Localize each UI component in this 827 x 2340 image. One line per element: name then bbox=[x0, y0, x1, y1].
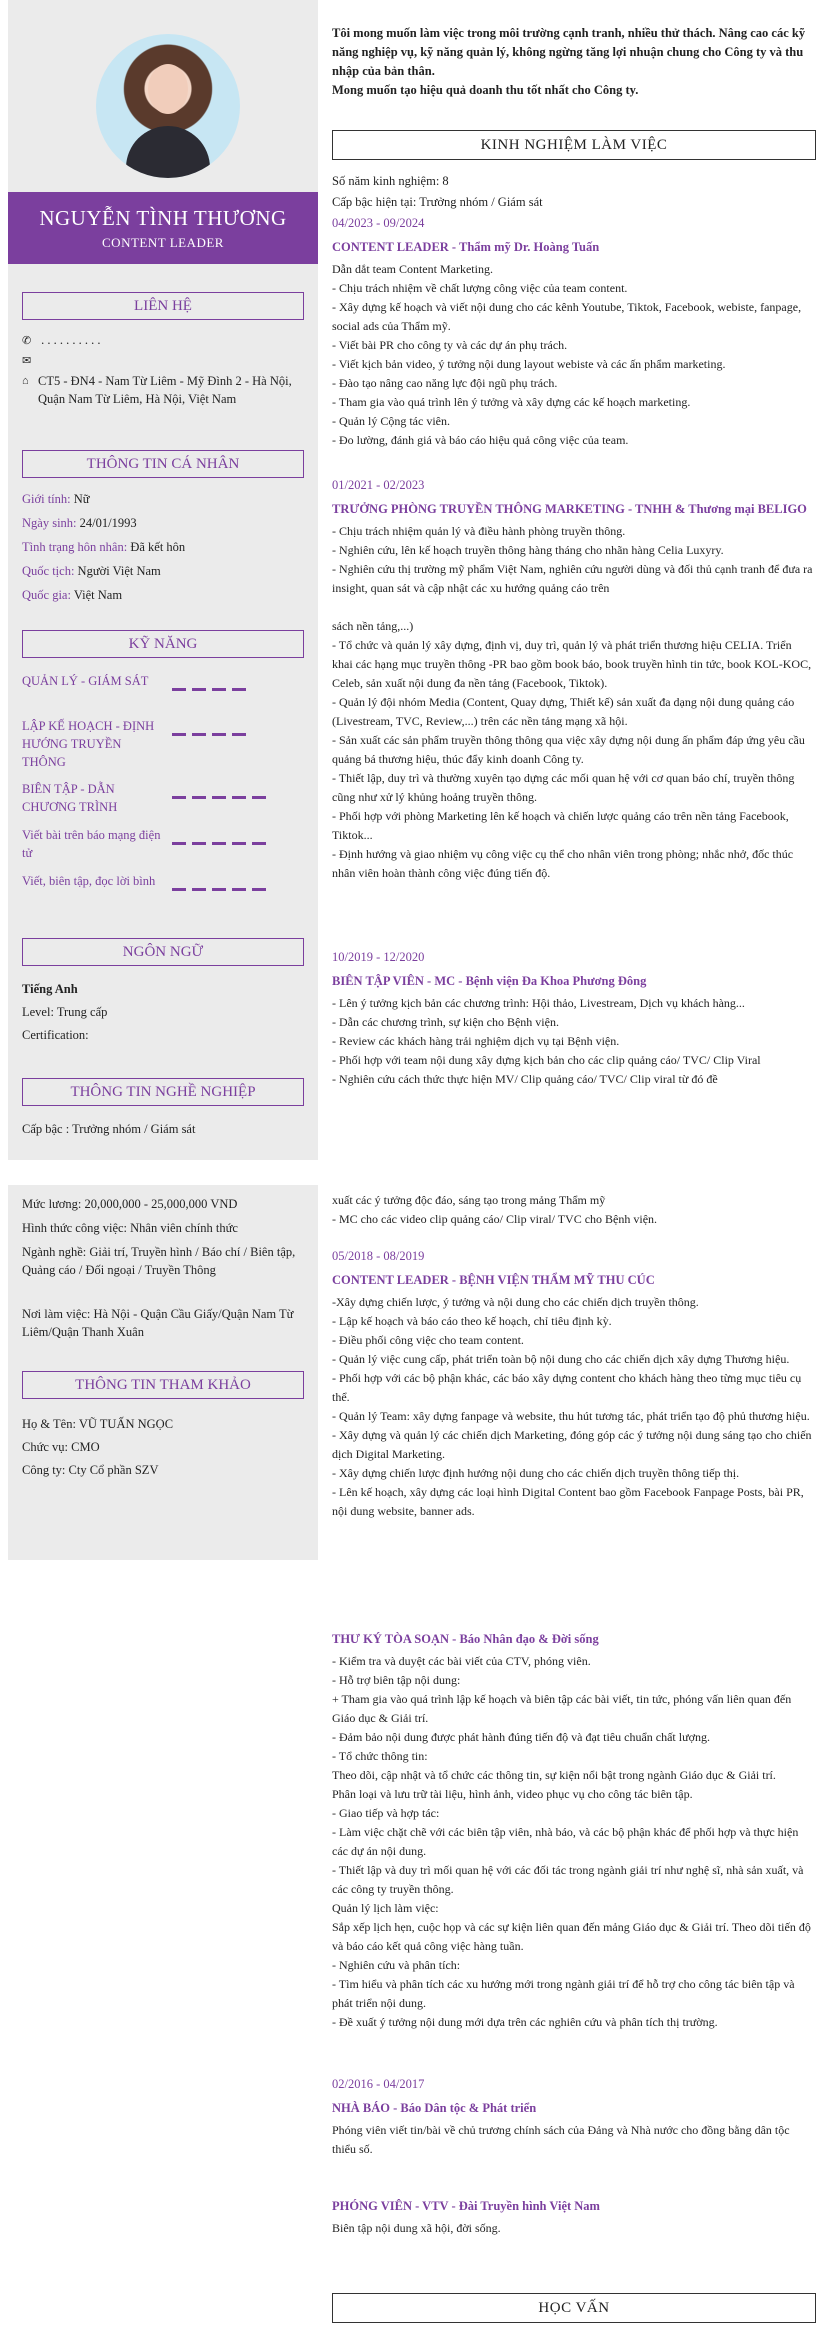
job-title: CONTENT LEADER - Thẩm mỹ Dr. Hoàng Tuấn bbox=[332, 240, 600, 254]
career-salary: Mức lương: 20,000,000 - 25,000,000 VND bbox=[22, 1197, 238, 1211]
job-description: -Xây dựng chiến lược, ý tưởng và nội dung cho các chiến dịch truyền thông. - Lập kế hoạch và báo cáo theo kế hoạch, chỉ tiêu định kỳ. - Điều phối công việc cho team content. - Quản lý việc cung cấp, phát triển toàn bộ nội dung cho các chiến dịch xây dựng Thương hiệu. - Phối hợp với các bộ phận khác, các báo xây dựng content cho khách hàng theo từng mục tiêu cụ thể. - Quản lý Team: xây dựng fanpage và website, thu hút tương tác, phát triển tạo độ phủ thương hiệu. - Xây dựng và quản lý các chiến dịch Marketing, đóng góp các ý tưởng nội dung sáng tạo cho chiến dịch Digital Marketing. - Xây dựng chiến lược định hướng nội dung cho các chiến dịch truyền thông tiếp thị. - Lên kế hoạch, xây dựng các loại hình Digital Content bao gồm Facebook Fanpage Posts, bài PR, nội dung website, banner ads. bbox=[332, 1295, 812, 1518]
skill-dash bbox=[192, 888, 206, 891]
job-entry bbox=[332, 1630, 814, 2032]
skill-dash bbox=[232, 888, 246, 891]
job-entry bbox=[332, 2197, 814, 2238]
skill-dash bbox=[172, 842, 186, 845]
languages-section-title: NGÔN NGỮ bbox=[22, 938, 304, 966]
career-rank: Cấp bậc : Trưởng nhóm / Giám sát bbox=[22, 1122, 196, 1136]
skill-dash bbox=[212, 796, 226, 799]
page-2 bbox=[0, 1185, 827, 2340]
skill-item: LẬP KẾ HOẠCH - ĐỊNH HƯỚNG TRUYỀN THÔNG bbox=[22, 717, 312, 775]
personal-section-title: THÔNG TIN CÁ NHÂN bbox=[22, 450, 304, 478]
home-icon: ⌂ bbox=[22, 375, 29, 387]
education-section-title: HỌC VẤN bbox=[332, 2293, 816, 2323]
job-title: CONTENT LEADER - BỆNH VIỆN THẨM MỸ THU CÚC bbox=[332, 1273, 655, 1287]
sidebar-continued bbox=[8, 1185, 318, 1560]
skill-dash bbox=[172, 796, 186, 799]
skill-dash bbox=[252, 888, 266, 891]
job-date: 02/2016 - 04/2017 bbox=[332, 2077, 425, 2091]
address-row bbox=[22, 372, 307, 408]
skill-dash bbox=[192, 842, 206, 845]
email-icon: ✉ bbox=[22, 355, 32, 367]
current-level: Cấp bậc hiện tại: Trưởng nhóm / Giám sát bbox=[332, 195, 543, 209]
job-description-continued: xuất các ý tưởng độc đáo, sáng tạo trong mảng Thẩm mỹ - MC cho các video clip quảng cáo/ Clip viral/ TVC cho Bệnh viện. bbox=[332, 1193, 658, 1226]
job-title: NHÀ BÁO - Báo Dân tộc & Phát triển bbox=[332, 2101, 537, 2115]
skill-dash bbox=[232, 842, 246, 845]
address-value: CT5 - ĐN4 - Nam Từ Liêm - Mỹ Đình 2 - Hà Nội, Quận Nam Từ Liêm, Hà Nội, Việt Nam bbox=[38, 374, 292, 406]
skill-dash bbox=[232, 688, 246, 691]
job-title: THƯ KÝ TÒA SOẠN - Báo Nhân đạo & Đời sống bbox=[332, 1632, 599, 1646]
job-title: PHÓNG VIÊN - VTV - Đài Truyền hình Việt Nam bbox=[332, 2199, 600, 2213]
phone-row bbox=[22, 333, 307, 348]
skill-dash bbox=[192, 796, 206, 799]
job-date: 05/2018 - 08/2019 bbox=[332, 1249, 425, 1263]
nationality-row: Quốc tịch: Người Việt Nam bbox=[22, 564, 161, 578]
languages-info bbox=[22, 978, 307, 1047]
reference-section-title: THÔNG TIN THAM KHẢO bbox=[22, 1371, 304, 1399]
reference-company: Công ty: Cty Cổ phần SZV bbox=[22, 1463, 159, 1477]
skill-dash bbox=[172, 688, 186, 691]
personal-info bbox=[22, 490, 307, 610]
job-entry bbox=[332, 948, 814, 1089]
language-level: Level: Trung cấp bbox=[22, 1005, 108, 1019]
sidebar bbox=[8, 0, 318, 1160]
skill-level-bar bbox=[172, 834, 272, 849]
job-description: - Kiểm tra và duyệt các bài viết của CTV, phóng viên. - Hỗ trợ biên tập nội dung: + Tham gia vào quá trình lập kế hoạch và biên tập các bài viết, tin tức, phóng vấn liên quan đến Giáo dục & Giải trí. - Đảm bảo nội dung được phát hành đúng tiến độ và đạt tiêu chuẩn chất lượng. - Tổ chức thông tin: Theo dõi, cập nhật và tổ chức các thông tin, sự kiện nổi bật trong ngành Giáo dục & Giải trí. Phân loại và lưu trữ tài liệu, hình ảnh, video phục vụ cho công tác biên tập. - Giao tiếp và hợp tác: - Làm việc chặt chẽ với các biên tập viên, nhà báo, và các bộ phận khác để phối hợp và thực hiện các dự án nội dung. - Thiết lập và duy trì mối quan hệ với các đối tác trong ngành giải trí như nghệ sĩ, nhà sản xuất, và các công ty truyền thông. Quản lý lịch làm việc: Sắp xếp lịch hẹn, cuộc họp và các sự kiện liên quan đến mảng Giáo dục & Giải trí. Theo dõi tiến độ và báo cáo kết quả công việc hàng tuần. - Nghiên cứu và phân tích: - Tìm hiểu và phân tích các xu hướng mới trong ngành giải trí để hỗ trợ cho công tác biên tập và phát triển nội dung. - Đề xuất ý tưởng nội dung mới dựa trên các nghiên cứu và phân tích thị trường. bbox=[332, 1654, 811, 2029]
candidate-name: NGUYỄN TÌNH THƯƠNG bbox=[39, 206, 287, 230]
job-description: Biên tập nội dung xã hội, đời sống. bbox=[332, 2221, 501, 2235]
page-1 bbox=[0, 0, 827, 1160]
skill-level-bar bbox=[172, 880, 272, 895]
reference-info bbox=[22, 1413, 307, 1482]
job-description: - Chịu trách nhiệm quản lý và điều hành phòng truyền thông. - Nghiên cứu, lên kế hoạch truyền thông hàng tháng cho nhãn hàng Celia Luxyry. - Nghiên cứu thị trường mỹ phẩm Việt Nam, nghiên cứu người dùng và đối thủ cạnh tranh để đưa ra insight, quan sát và cập nhật các xu hướng quảng cáo trên sách nền tảng,...) - Tổ chức và quản lý xây dựng, định vị, duy trì, quản lý và phát triển thương hiệu CELIA. Triển khai các hạng mục truyền thông -PR bao gồm book báo, book truyền hình tin tức, book KOL-KOC, Celeb, sản xuất nội dung đa nền tảng (Facebook, Tiktok). - Quản lý đội nhóm Media (Content, Quay dựng, Thiết kế) sản xuất đa dạng nội dung quảng cáo (Livestream, TVC, Review,...) trên các nền tảng mạng xã hội. - Sản xuất các sản phẩm truyền thông thông qua việc xây dựng nội dung ấn phẩm đáp ứng yêu cầu quảng bá thương hiệu, thúc đẩy kinh doanh Công ty. - Thiết lập, duy trì và thường xuyên tạo dựng các mối quan hệ với cơ quan báo chí, truyền thông cũng như xử lý khủng hoảng truyền thông. - Phối hợp với phòng Marketing lên kế hoạch và chiến lược quảng cáo trên nền tảng Facebook, Tiktok... - Định hướng và giao nhiệm vụ công việc cụ thể cho nhân viên trong phòng; nhắc nhở, đốc thúc nhân viên hoàn thành công việc đúng tiến độ. bbox=[332, 524, 813, 880]
experience-section-title: KINH NGHIỆM LÀM VIỆC bbox=[332, 130, 816, 160]
skill-dash bbox=[232, 733, 246, 736]
skill-item: Viết bài trên báo mạng điện tử bbox=[22, 826, 312, 866]
job-entry bbox=[332, 1247, 814, 1521]
skill-dash bbox=[212, 733, 226, 736]
skill-item: Viết, biên tập, đọc lời bình bbox=[22, 872, 312, 912]
name-banner bbox=[8, 192, 318, 264]
skill-dash bbox=[192, 733, 206, 736]
job-date: 01/2021 - 02/2023 bbox=[332, 478, 425, 492]
marital-row: Tình trạng hôn nhân: Đã kết hôn bbox=[22, 540, 186, 554]
career-location: Nơi làm việc: Hà Nội - Quận Cầu Giấy/Quận Nam Từ Liêm/Quận Thanh Xuân bbox=[22, 1307, 294, 1339]
email-row bbox=[22, 353, 307, 368]
gender-row: Giới tính: Nữ bbox=[22, 492, 90, 506]
career-industry: Ngành nghề: Giải trí, Truyền hình / Báo chí / Biên tập, Quảng cáo / Đối ngoại / Truyền Thông bbox=[22, 1245, 296, 1277]
skill-dash bbox=[172, 888, 186, 891]
page-gap bbox=[0, 1160, 827, 1185]
skill-dash bbox=[192, 688, 206, 691]
skill-level-bar bbox=[172, 725, 252, 740]
skill-dash bbox=[212, 888, 226, 891]
career-section-title: THÔNG TIN NGHỀ NGHIỆP bbox=[22, 1078, 304, 1106]
skill-dash bbox=[252, 796, 266, 799]
job-title: TRƯỞNG PHÒNG TRUYỀN THÔNG MARKETING - TNHH & Thương mại BELIGO bbox=[332, 502, 807, 516]
job-date: 04/2023 - 09/2024 bbox=[332, 216, 425, 230]
skill-level-bar bbox=[172, 788, 272, 803]
job-entry bbox=[332, 214, 814, 450]
job-title: BIÊN TẬP VIÊN - MC - Bệnh viện Đa Khoa Phương Đông bbox=[332, 974, 647, 988]
skills-section-title: KỸ NĂNG bbox=[22, 630, 304, 658]
avatar bbox=[96, 34, 240, 178]
job-entry bbox=[332, 2075, 814, 2159]
career-objective: Tôi mong muốn làm việc trong môi trường cạnh tranh, nhiều thử thách. Nâng cao các kỹ năng nghiệp vụ, kỹ năng quản lý, không ngừng tăng lợi nhuận chung cho Công ty và thu nhập của bản thân. Mong muốn tạo hiệu quả doanh thu tốt nhất cho Công ty. bbox=[332, 26, 806, 97]
language-name: Tiếng Anh bbox=[22, 982, 78, 996]
candidate-role: CONTENT LEADER bbox=[102, 235, 224, 250]
skill-dash bbox=[212, 688, 226, 691]
skill-dash bbox=[252, 842, 266, 845]
skill-item: BIÊN TẬP - DẪN CHƯƠNG TRÌNH bbox=[22, 780, 312, 820]
phone-icon: ✆ bbox=[22, 335, 32, 347]
career-work-type: Hình thức công việc: Nhân viên chính thức bbox=[22, 1221, 238, 1235]
job-description: Phóng viên viết tin/bài về chủ trương chính sách của Đảng và Nhà nước cho đồng bằng dân tộc thiểu số. bbox=[332, 2123, 790, 2156]
reference-position: Chức vụ: CMO bbox=[22, 1440, 100, 1454]
skill-level-bar bbox=[172, 680, 252, 695]
skill-dash bbox=[172, 733, 186, 736]
experience-years: Số năm kinh nghiệm: 8 bbox=[332, 174, 449, 188]
skill-dash bbox=[232, 796, 246, 799]
skill-dash bbox=[212, 842, 226, 845]
job-description: - Lên ý tưởng kịch bản các chương trình: Hội thảo, Livestream, Dịch vụ khách hàng... - Dẫn các chương trình, sự kiện cho Bệnh viện. - Review các khách hàng trải nghiệm dịch vụ tại Bệnh viện. - Phối hợp với team nội dung xây dựng kịch bản cho các clip quảng cáo/ TVC/ Clip Viral - Nghiên cứu cách thức thực hiện MV/ Clip quảng cáo/ TVC/ Clip viral từ đó đề bbox=[332, 996, 761, 1086]
contact-section-title: LIÊN HỆ bbox=[22, 292, 304, 320]
job-entry bbox=[332, 476, 814, 883]
language-certification: Certification: bbox=[22, 1028, 89, 1042]
skill-item: QUẢN LÝ - GIÁM SÁT bbox=[22, 672, 312, 712]
job-date: 10/2019 - 12/2020 bbox=[332, 950, 425, 964]
phone-value: . . . . . . . . . . bbox=[41, 333, 101, 347]
birthdate-row: Ngày sinh: 24/01/1993 bbox=[22, 516, 137, 530]
reference-name: Họ & Tên: VŨ TUẤN NGỌC bbox=[22, 1417, 174, 1431]
job-description: Dẫn dắt team Content Marketing. - Chịu trách nhiệm về chất lượng công việc của team content. - Xây dựng kế hoạch và viết nội dung cho các kênh Youtube, Tiktok, Facebook, webiste, fanpage, social ads của Thẩm mỹ. - Viết bài PR cho công ty và các dự án phụ trách. - Viết kịch bản video, ý tưởng nội dung layout webiste và các ấn phẩm marketing. - Đào tạo nâng cao năng lực đội ngũ phụ trách. - Tham gia vào quá trình lên ý tưởng và xây dựng các kế hoạch marketing. - Quản lý Cộng tác viên. - Đo lường, đánh giá và báo cáo hiệu quả công việc của team. bbox=[332, 262, 802, 447]
country-row: Quốc gia: Việt Nam bbox=[22, 588, 123, 602]
